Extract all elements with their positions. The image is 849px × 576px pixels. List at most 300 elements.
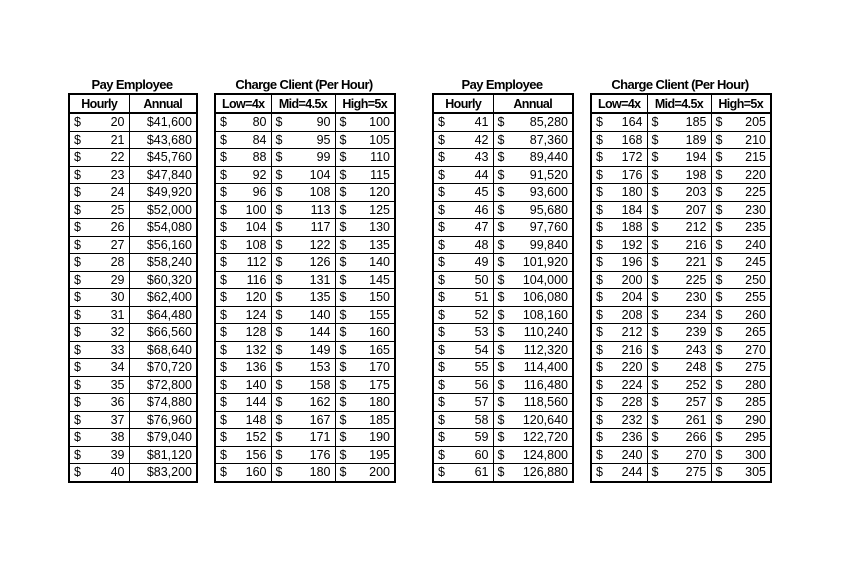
currency-symbol: $	[220, 412, 227, 427]
currency-symbol: $	[339, 272, 347, 287]
annual-cell: $56,160	[129, 236, 197, 254]
mid-cell-value: 275	[685, 465, 707, 480]
low-cell	[215, 341, 271, 359]
currency-symbol: $	[651, 115, 659, 130]
mid-cell-value: 198	[685, 167, 707, 182]
left-pay-employee-title: Pay Employee	[91, 77, 173, 92]
currency-symbol: $	[651, 132, 659, 147]
annual-cell: $62,400	[129, 289, 197, 307]
mid-cell-value: 261	[685, 412, 707, 427]
mid-cell-value: 99	[316, 150, 331, 165]
hourly-cell-value: 21	[110, 132, 125, 147]
low-cell	[215, 149, 271, 167]
mid-cell-value: 243	[685, 342, 707, 357]
currency-symbol: $	[497, 185, 505, 200]
left-charge-client-table	[214, 93, 396, 483]
currency-symbol: $	[275, 465, 283, 480]
table-row	[591, 446, 771, 464]
mid-cell-value: 230	[685, 290, 707, 305]
mid-cell-value: 189	[685, 132, 707, 147]
table-row	[69, 306, 197, 324]
high-cell-value: 160	[369, 325, 390, 340]
mid-cell-value: 167	[309, 412, 331, 427]
high-cell	[335, 131, 395, 149]
currency-symbol: $	[596, 465, 603, 480]
hourly-cell	[433, 254, 493, 272]
currency-symbol: $	[74, 185, 81, 200]
high-cell	[335, 324, 395, 342]
low-cell	[215, 306, 271, 324]
high-cell-value: 100	[369, 115, 390, 130]
high-cell	[711, 306, 771, 324]
mid-cell-value: 248	[685, 360, 707, 375]
currency-symbol: $	[715, 185, 723, 200]
currency-symbol: $	[339, 342, 347, 357]
currency-symbol: $	[497, 237, 505, 252]
mid-cell	[647, 341, 711, 359]
hourly-cell	[433, 201, 493, 219]
annual-cell-value: 110,240	[523, 325, 568, 340]
mid-cell-value: 266	[685, 430, 707, 445]
high-cell	[335, 359, 395, 377]
currency-symbol: $	[339, 377, 347, 392]
annual-cell: $60,320	[129, 271, 197, 289]
right-pay-employee-title: Pay Employee	[461, 77, 543, 92]
table-row	[433, 394, 573, 412]
high-cell	[335, 184, 395, 202]
high-cell	[711, 376, 771, 394]
currency-symbol: $	[596, 202, 603, 217]
currency-symbol: $	[339, 220, 347, 235]
low-cell-value: 220	[621, 360, 643, 375]
hourly-cell-value: 25	[110, 202, 125, 217]
currency-symbol: $	[220, 132, 227, 147]
mid-cell	[647, 394, 711, 412]
mid-cell-value: 270	[685, 447, 707, 462]
low-cell-value: 144	[245, 395, 267, 410]
annual-cell: $81,120	[129, 446, 197, 464]
mid-cell	[271, 149, 335, 167]
table-row	[591, 113, 771, 131]
annual-cell	[493, 324, 573, 342]
table-row	[433, 341, 573, 359]
mid-cell	[271, 113, 335, 131]
currency-symbol: $	[596, 342, 603, 357]
table-row	[591, 429, 771, 447]
table-row	[215, 306, 395, 324]
hourly-cell	[69, 324, 129, 342]
hourly-cell-value: 24	[110, 185, 125, 200]
hourly-cell	[69, 306, 129, 324]
currency-symbol: $	[275, 167, 283, 182]
currency-symbol: $	[497, 430, 505, 445]
annual-cell-value: 122,720	[522, 430, 568, 445]
high-cell-value: 295	[745, 430, 766, 445]
header-hourly: Hourly	[69, 94, 129, 113]
low-cell-value: 120	[245, 290, 267, 305]
annual-cell	[493, 166, 573, 184]
low-cell-value: 208	[621, 307, 643, 322]
high-cell-value: 155	[369, 307, 390, 322]
mid-cell	[271, 429, 335, 447]
currency-symbol: $	[220, 290, 227, 305]
hourly-cell-value: 52	[474, 307, 489, 322]
table-row	[69, 429, 197, 447]
currency-symbol: $	[339, 412, 347, 427]
low-cell-value: 216	[621, 342, 643, 357]
table-row	[433, 376, 573, 394]
low-cell-value: 200	[621, 272, 643, 287]
currency-symbol: $	[596, 325, 603, 340]
header-mid: Mid=4.5x	[271, 94, 335, 113]
currency-symbol: $	[715, 360, 723, 375]
currency-symbol: $	[74, 132, 81, 147]
low-cell	[215, 219, 271, 237]
high-cell	[335, 201, 395, 219]
left-pay-employee-table	[68, 93, 198, 483]
low-cell-value: 188	[621, 220, 643, 235]
mid-cell-value: 95	[316, 132, 331, 147]
table-row	[591, 306, 771, 324]
hourly-cell	[433, 131, 493, 149]
table-row	[215, 289, 395, 307]
currency-symbol: $	[651, 395, 659, 410]
high-cell	[335, 341, 395, 359]
hourly-cell	[433, 429, 493, 447]
hourly-cell	[433, 324, 493, 342]
table-row	[433, 411, 573, 429]
currency-symbol: $	[596, 430, 603, 445]
currency-symbol: $	[651, 447, 659, 462]
currency-symbol: $	[497, 447, 505, 462]
mid-cell	[271, 219, 335, 237]
currency-symbol: $	[438, 307, 445, 322]
table-row	[433, 359, 573, 377]
high-cell-value: 235	[745, 220, 766, 235]
annual-cell	[493, 149, 573, 167]
high-cell-value: 170	[369, 360, 390, 375]
hourly-cell-value: 30	[110, 290, 125, 305]
table-row	[215, 324, 395, 342]
high-cell	[335, 236, 395, 254]
mid-cell-value: 113	[310, 202, 331, 217]
high-cell	[711, 411, 771, 429]
table-row	[215, 219, 395, 237]
annual-cell	[493, 394, 573, 412]
annual-cell-value: 112,320	[523, 342, 568, 357]
annual-cell: $58,240	[129, 254, 197, 272]
table-row	[591, 166, 771, 184]
table-row	[69, 236, 197, 254]
hourly-cell	[433, 166, 493, 184]
currency-symbol: $	[339, 237, 347, 252]
mid-cell-value: 90	[316, 115, 331, 130]
hourly-cell	[69, 464, 129, 482]
mid-cell	[647, 201, 711, 219]
low-cell	[591, 149, 647, 167]
currency-symbol: $	[497, 220, 505, 235]
annual-cell-value: 99,840	[529, 237, 568, 252]
high-cell-value: 300	[745, 447, 766, 462]
high-cell	[711, 394, 771, 412]
currency-symbol: $	[275, 185, 283, 200]
currency-symbol: $	[339, 395, 347, 410]
table-row	[433, 201, 573, 219]
low-cell-value: 136	[245, 360, 267, 375]
high-cell-value: 245	[745, 255, 766, 270]
annual-cell	[493, 201, 573, 219]
annual-cell-value: 106,080	[522, 290, 568, 305]
table-row	[69, 464, 197, 482]
table-row	[215, 411, 395, 429]
left-charge-client-title: Charge Client (Per Hour)	[235, 77, 373, 92]
currency-symbol: $	[651, 150, 659, 165]
hourly-cell-value: 29	[110, 272, 125, 287]
mid-cell	[271, 271, 335, 289]
annual-cell	[493, 411, 573, 429]
currency-symbol: $	[651, 412, 659, 427]
annual-cell	[493, 254, 573, 272]
table-row	[591, 131, 771, 149]
currency-symbol: $	[275, 255, 283, 270]
high-cell-value: 250	[745, 272, 766, 287]
table-row	[215, 429, 395, 447]
low-cell	[591, 201, 647, 219]
table-row	[215, 201, 395, 219]
low-cell	[591, 376, 647, 394]
high-cell	[711, 289, 771, 307]
high-cell	[711, 359, 771, 377]
currency-symbol: $	[596, 167, 603, 182]
currency-symbol: $	[651, 237, 659, 252]
currency-symbol: $	[651, 255, 659, 270]
high-cell-value: 205	[745, 115, 766, 130]
currency-symbol: $	[715, 342, 723, 357]
annual-cell-value: 126,880	[522, 465, 568, 480]
currency-symbol: $	[220, 202, 227, 217]
low-cell-value: 244	[621, 465, 643, 480]
currency-symbol: $	[438, 325, 445, 340]
high-cell-value: 220	[745, 167, 766, 182]
high-cell-value: 165	[369, 342, 390, 357]
currency-symbol: $	[438, 272, 445, 287]
hourly-cell	[433, 149, 493, 167]
hourly-cell-value: 35	[110, 377, 125, 392]
currency-symbol: $	[275, 395, 283, 410]
hourly-cell-value: 53	[474, 325, 489, 340]
annual-cell	[493, 236, 573, 254]
low-cell	[591, 411, 647, 429]
annual-cell-value: 85,280	[529, 115, 568, 130]
currency-symbol: $	[275, 325, 283, 340]
table-row	[215, 166, 395, 184]
table-row	[69, 254, 197, 272]
currency-symbol: $	[651, 430, 659, 445]
currency-symbol: $	[596, 115, 603, 130]
mid-cell	[647, 149, 711, 167]
high-cell-value: 110	[370, 150, 390, 165]
currency-symbol: $	[596, 237, 603, 252]
high-cell-value: 120	[369, 185, 390, 200]
low-cell	[215, 113, 271, 131]
mid-cell	[647, 359, 711, 377]
annual-cell-value: 87,360	[529, 132, 568, 147]
currency-symbol: $	[715, 325, 723, 340]
table-row	[69, 184, 197, 202]
table-row	[433, 219, 573, 237]
high-cell	[335, 289, 395, 307]
low-cell-value: 88	[252, 150, 267, 165]
table-row	[69, 113, 197, 131]
mid-cell-value: 135	[309, 290, 331, 305]
table-row	[215, 271, 395, 289]
low-cell	[591, 219, 647, 237]
currency-symbol: $	[715, 255, 723, 270]
mid-cell-value: 117	[310, 220, 331, 235]
currency-symbol: $	[596, 185, 603, 200]
currency-symbol: $	[275, 447, 283, 462]
currency-symbol: $	[497, 325, 505, 340]
low-cell	[215, 166, 271, 184]
currency-symbol: $	[275, 377, 283, 392]
mid-cell	[271, 464, 335, 482]
mid-cell	[271, 446, 335, 464]
table-row	[215, 254, 395, 272]
low-cell	[215, 464, 271, 482]
high-cell-value: 200	[369, 465, 390, 480]
mid-cell	[271, 131, 335, 149]
mid-cell-value: 180	[309, 465, 331, 480]
hourly-cell	[433, 376, 493, 394]
hourly-cell	[69, 376, 129, 394]
annual-cell	[493, 341, 573, 359]
low-cell	[215, 236, 271, 254]
currency-symbol: $	[438, 255, 445, 270]
hourly-cell	[433, 236, 493, 254]
low-cell	[215, 289, 271, 307]
table-row	[215, 341, 395, 359]
hourly-cell	[433, 464, 493, 482]
currency-symbol: $	[220, 272, 227, 287]
currency-symbol: $	[339, 115, 347, 130]
hourly-cell-value: 55	[474, 360, 489, 375]
annual-cell-value: 93,600	[529, 185, 568, 200]
low-cell-value: 140	[245, 377, 267, 392]
currency-symbol: $	[596, 132, 603, 147]
currency-symbol: $	[715, 237, 723, 252]
currency-symbol: $	[438, 360, 445, 375]
table-row	[591, 376, 771, 394]
annual-cell: $72,800	[129, 376, 197, 394]
mid-cell	[271, 289, 335, 307]
hourly-cell-value: 23	[110, 167, 125, 182]
currency-symbol: $	[74, 325, 81, 340]
high-cell-value: 260	[745, 307, 766, 322]
low-cell	[591, 306, 647, 324]
low-cell	[591, 289, 647, 307]
currency-symbol: $	[339, 465, 347, 480]
hourly-cell-value: 59	[474, 430, 489, 445]
hourly-cell-value: 49	[474, 255, 489, 270]
currency-symbol: $	[715, 307, 723, 322]
low-cell-value: 112	[246, 255, 267, 270]
annual-cell-value: 120,640	[522, 412, 568, 427]
currency-symbol: $	[220, 167, 227, 182]
low-cell-value: 80	[252, 115, 267, 130]
hourly-cell-value: 47	[474, 220, 489, 235]
low-cell-value: 172	[621, 150, 643, 165]
hourly-cell-value: 56	[474, 377, 489, 392]
currency-symbol: $	[497, 255, 505, 270]
mid-cell	[647, 289, 711, 307]
mid-cell-value: 108	[309, 185, 331, 200]
currency-symbol: $	[220, 395, 227, 410]
annual-cell-value: 104,000	[522, 272, 568, 287]
low-cell-value: 104	[245, 220, 267, 235]
low-cell-value: 96	[252, 185, 267, 200]
currency-symbol: $	[74, 150, 81, 165]
high-cell-value: 175	[369, 377, 390, 392]
hourly-cell	[69, 446, 129, 464]
high-cell	[711, 113, 771, 131]
high-cell	[335, 166, 395, 184]
currency-symbol: $	[339, 150, 347, 165]
hourly-cell-value: 41	[474, 115, 489, 130]
high-cell	[711, 254, 771, 272]
table-row	[215, 464, 395, 482]
currency-symbol: $	[438, 202, 445, 217]
currency-symbol: $	[74, 447, 81, 462]
low-cell-value: 212	[621, 325, 643, 340]
currency-symbol: $	[339, 255, 347, 270]
hourly-cell-value: 38	[110, 430, 125, 445]
high-cell-value: 285	[745, 395, 766, 410]
mid-cell-value: 216	[685, 237, 707, 252]
high-cell-value: 225	[745, 185, 766, 200]
currency-symbol: $	[275, 342, 283, 357]
low-cell	[591, 464, 647, 482]
currency-symbol: $	[715, 202, 723, 217]
currency-symbol: $	[275, 360, 283, 375]
currency-symbol: $	[339, 430, 347, 445]
table-row	[215, 149, 395, 167]
mid-cell-value: 234	[685, 307, 707, 322]
table-row	[591, 271, 771, 289]
mid-cell	[647, 166, 711, 184]
currency-symbol: $	[596, 220, 603, 235]
currency-symbol: $	[74, 307, 81, 322]
table-row	[433, 306, 573, 324]
table-row	[69, 411, 197, 429]
currency-symbol: $	[275, 412, 283, 427]
high-cell	[335, 271, 395, 289]
currency-symbol: $	[438, 430, 445, 445]
low-cell-value: 156	[245, 447, 267, 462]
currency-symbol: $	[596, 150, 603, 165]
hourly-cell-value: 58	[474, 412, 489, 427]
currency-symbol: $	[339, 360, 347, 375]
mid-cell-value: 171	[309, 430, 331, 445]
hourly-cell	[69, 113, 129, 131]
low-cell	[215, 324, 271, 342]
currency-symbol: $	[715, 412, 723, 427]
currency-symbol: $	[220, 430, 227, 445]
annual-cell	[493, 464, 573, 482]
hourly-cell	[69, 359, 129, 377]
annual-cell	[493, 289, 573, 307]
currency-symbol: $	[438, 150, 445, 165]
table-row	[433, 464, 573, 482]
